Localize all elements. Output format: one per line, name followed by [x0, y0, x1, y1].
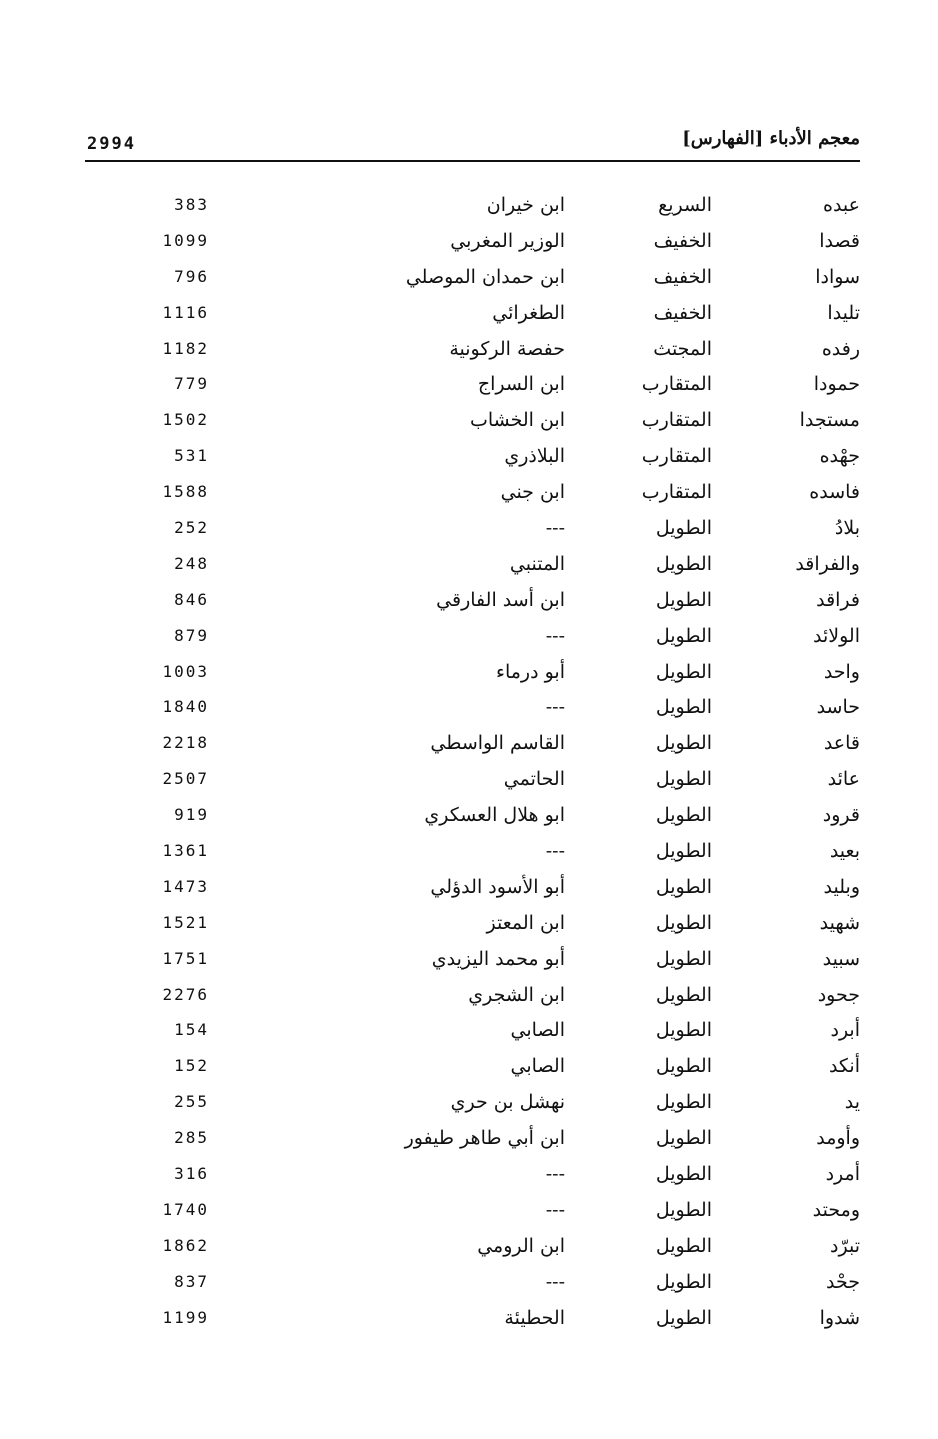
table-row: [85, 187, 860, 223]
meter-cell: المتقارب: [641, 373, 712, 396]
table-row: [85, 797, 860, 833]
page-ref-cell: 1473: [162, 876, 209, 896]
page-ref-cell: 531: [174, 446, 209, 466]
rhyme-word-cell: ومحتد: [812, 1198, 860, 1221]
meter-cell: الطويل: [655, 624, 712, 647]
poet-cell: الصابي: [510, 1019, 565, 1042]
meter-cell: المتقارب: [641, 445, 712, 468]
poet-cell: أبو الأسود الدؤلي: [430, 875, 565, 898]
meter-cell: الخفيف: [653, 229, 712, 252]
poet-cell: ---: [545, 517, 565, 540]
poet-cell: ابن الرومي: [477, 1234, 565, 1257]
table-row: [85, 725, 860, 761]
page-ref-cell: 1751: [162, 948, 209, 968]
rhyme-word-cell: وبليد: [823, 875, 860, 898]
meter-cell: المجتث: [653, 337, 712, 360]
page-ref-cell: 1740: [162, 1199, 209, 1219]
page-ref-cell: 879: [174, 625, 209, 645]
table-row: [85, 869, 860, 905]
table-row: [85, 1120, 860, 1156]
page-ref-cell: 285: [174, 1128, 209, 1148]
page-ref-cell: 152: [174, 1056, 209, 1076]
page-ref-cell: 1361: [162, 841, 209, 861]
poet-cell: ---: [545, 840, 565, 863]
poet-cell: نهشل بن حري: [450, 1091, 565, 1114]
page-ref-cell: 2507: [162, 769, 209, 789]
rhyme-word-cell: فراقد: [816, 588, 860, 611]
poet-cell: ابن أسد الفارقي: [436, 588, 565, 611]
table-row: [85, 1084, 860, 1120]
poet-cell: ---: [545, 624, 565, 647]
rhyme-word-cell: جهْده: [819, 445, 860, 468]
meter-cell: المتقارب: [641, 481, 712, 504]
poet-cell: ابن الخشاب: [469, 409, 565, 432]
meter-cell: الطويل: [655, 947, 712, 970]
page-ref-cell: 1862: [162, 1235, 209, 1255]
meter-cell: الطويل: [655, 696, 712, 719]
page-ref-cell: 1588: [162, 482, 209, 502]
table-row: [85, 331, 860, 367]
table-row: [85, 402, 860, 438]
rhyme-word-cell: شدوا: [819, 1306, 860, 1329]
poet-cell: ابن خيران: [486, 194, 565, 216]
page-ref-cell: 1502: [162, 410, 209, 430]
table-row: [85, 366, 860, 402]
poet-cell: القاسم الواسطي: [430, 732, 565, 755]
table-row: [85, 1228, 860, 1264]
rhyme-word-cell: حاسد: [816, 696, 860, 719]
table-row: [85, 295, 860, 331]
poet-cell: الحاتمي: [503, 768, 565, 791]
poet-cell: أبو درماء: [496, 660, 565, 683]
table-row: [85, 1264, 860, 1300]
page-ref-cell: 919: [174, 805, 209, 825]
rhyme-word-cell: مستجدا: [799, 409, 860, 432]
header-rule: [85, 160, 860, 162]
meter-cell: المتقارب: [641, 409, 712, 432]
page-ref-cell: 316: [174, 1164, 209, 1184]
meter-cell: الطويل: [655, 983, 712, 1006]
meter-cell: الطويل: [655, 1270, 712, 1293]
rhyme-word-cell: يد: [844, 1091, 860, 1114]
page-ref-cell: 1182: [162, 338, 209, 358]
table-row: [85, 761, 860, 797]
rhyme-word-cell: فاسده: [809, 481, 860, 504]
rhyme-word-cell: جحود: [817, 983, 860, 1006]
table-row: [85, 618, 860, 654]
meter-cell: الطويل: [655, 517, 712, 540]
table-row: [85, 510, 860, 546]
meter-cell: السريع: [658, 194, 712, 216]
table-row: [85, 941, 860, 977]
meter-cell: الطويل: [655, 1163, 712, 1186]
meter-cell: الطويل: [655, 911, 712, 934]
table-row: [85, 474, 860, 510]
rhyme-word-cell: أبرد: [830, 1019, 860, 1042]
rhyme-word-cell: حمودا: [813, 373, 860, 396]
meter-cell: الخفيف: [653, 265, 712, 288]
rhyme-word-cell: رفده: [821, 337, 860, 360]
rhyme-word-cell: بعيد: [829, 840, 860, 863]
rhyme-word-cell: شهيد: [819, 911, 860, 934]
table-row: [85, 259, 860, 295]
page-ref-cell: 1003: [162, 661, 209, 681]
table-row: [85, 905, 860, 941]
page-ref-cell: 2276: [162, 984, 209, 1004]
meter-cell: الطويل: [655, 1019, 712, 1042]
poet-cell: الصابي: [510, 1055, 565, 1078]
meter-cell: الطويل: [655, 552, 712, 575]
rhyme-word-cell: سبيد: [822, 947, 860, 970]
page-ref-cell: 2218: [162, 733, 209, 753]
poet-cell: ابن أبي طاهر طيفور: [404, 1127, 565, 1150]
poet-cell: ابن جني: [500, 481, 565, 504]
meter-cell: الطويل: [655, 1234, 712, 1257]
meter-cell: الطويل: [655, 768, 712, 791]
table-row: [85, 1012, 860, 1048]
table-row: [85, 1048, 860, 1084]
rhyme-word-cell: والفراقد: [795, 552, 860, 575]
rhyme-word-cell: قاعد: [823, 732, 860, 755]
meter-cell: الطويل: [655, 1306, 712, 1329]
page-ref-cell: 154: [174, 1020, 209, 1040]
table-row: [85, 654, 860, 690]
poet-cell: البلاذري: [504, 445, 565, 468]
table-row: [85, 833, 860, 869]
poet-cell: ابن حمدان الموصلي: [405, 265, 565, 288]
table-row: [85, 977, 860, 1013]
rhyme-word-cell: تليدا: [827, 301, 860, 324]
rhyme-word-cell: أنكد: [828, 1055, 860, 1078]
meter-cell: الطويل: [655, 1127, 712, 1150]
rhyme-word-cell: الولائد: [813, 624, 860, 647]
poet-cell: ابو هلال العسكري: [424, 804, 565, 827]
poet-cell: الحطيئة: [504, 1306, 565, 1329]
poet-cell: الطغرائي: [492, 301, 565, 324]
meter-cell: الطويل: [655, 1091, 712, 1114]
poet-cell: ---: [545, 1270, 565, 1293]
poet-cell: ابن السراج: [477, 373, 565, 396]
rhyme-word-cell: واحد: [823, 660, 860, 683]
table-row: [85, 223, 860, 259]
rhyme-word-cell: بلادُ: [834, 517, 860, 540]
page-ref-cell: 252: [174, 518, 209, 538]
table-row: [85, 582, 860, 618]
page-ref-cell: 248: [174, 553, 209, 573]
poet-cell: المتنبي: [509, 552, 565, 575]
meter-cell: الطويل: [655, 732, 712, 755]
poet-cell: أبو محمد اليزيدي: [431, 947, 565, 970]
page-ref-cell: 255: [174, 1092, 209, 1112]
page-ref-cell: 383: [174, 195, 209, 214]
table-row: [85, 1192, 860, 1228]
poet-cell: ---: [545, 1163, 565, 1186]
meter-cell: الخفيف: [653, 301, 712, 324]
rhyme-word-cell: أمرد: [825, 1163, 860, 1186]
poet-cell: ابن المعتز: [486, 911, 565, 934]
rhyme-word-cell: عائد: [827, 768, 860, 791]
page-header: [85, 128, 860, 160]
poet-cell: ---: [545, 1198, 565, 1221]
rhyme-word-cell: سوادا: [815, 265, 860, 288]
meter-cell: الطويل: [655, 840, 712, 863]
meter-cell: الطويل: [655, 875, 712, 898]
rhyme-word-cell: جحْد: [826, 1270, 860, 1293]
meter-cell: الطويل: [655, 1198, 712, 1221]
rhyme-word-cell: عبده: [823, 194, 860, 216]
rhyme-word-cell: تبرّد: [830, 1234, 860, 1257]
page-ref-cell: 1199: [162, 1307, 209, 1327]
rhyme-word-cell: قرود: [822, 804, 860, 827]
poet-cell: حفصة الركونية: [449, 337, 565, 360]
table-row: [85, 1156, 860, 1192]
poet-cell: الوزير المغربي: [450, 229, 565, 252]
table-row: [85, 546, 860, 582]
page-ref-cell: 1521: [162, 912, 209, 932]
rhyme-word-cell: وأومد: [816, 1127, 860, 1150]
table-row: [85, 438, 860, 474]
page-number: 2994: [87, 134, 136, 154]
table-row: [85, 689, 860, 725]
meter-cell: الطويل: [655, 804, 712, 827]
meter-cell: الطويل: [655, 1055, 712, 1078]
page-ref-cell: 1099: [162, 230, 209, 250]
page-ref-cell: 1116: [162, 302, 209, 322]
rhyme-word-cell: قصدا: [819, 229, 860, 252]
running-title: معجم الأدباء [الفهارس]: [682, 128, 860, 149]
page-ref-cell: 846: [174, 589, 209, 609]
page-ref-cell: 779: [174, 374, 209, 394]
page-ref-cell: 796: [174, 266, 209, 286]
table-row: [85, 1300, 860, 1336]
poet-cell: ---: [545, 696, 565, 719]
page-ref-cell: 1840: [162, 697, 209, 717]
meter-cell: الطويل: [655, 660, 712, 683]
index-table: [85, 187, 860, 1336]
meter-cell: الطويل: [655, 588, 712, 611]
page-ref-cell: 837: [174, 1271, 209, 1291]
poet-cell: ابن الشجري: [468, 983, 565, 1006]
